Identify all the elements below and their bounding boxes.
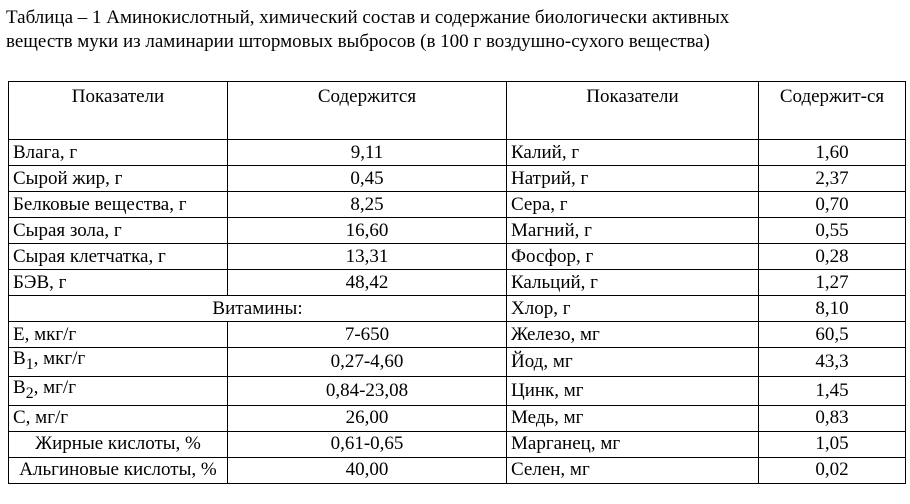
header-content-right: Содержит-ся <box>759 82 906 140</box>
vitamin-subscript: 1 <box>25 355 34 373</box>
row-indicator-left: БЭВ, г <box>9 270 228 296</box>
row-indicator-left: Е, мкг/г <box>9 322 228 348</box>
row-indicator-left: Жирные кислоты, % <box>9 431 228 457</box>
row-indicator-right: Магний, г <box>507 218 759 244</box>
table-row <box>9 348 906 377</box>
header-indicator-left: Показатели <box>9 82 228 140</box>
row-indicator-right: Цинк, мг <box>507 376 759 405</box>
composition-table <box>8 81 906 484</box>
header-content-left: Содержится <box>228 82 507 140</box>
row-value-right: 0,70 <box>759 192 906 218</box>
row-value-left: 13,31 <box>228 244 507 270</box>
row-value-right: 43,3 <box>759 348 906 377</box>
row-value-right: 0,02 <box>759 457 906 483</box>
row-indicator-left: Белковые вещества, г <box>9 192 228 218</box>
table-header-row <box>9 82 906 140</box>
table-row <box>9 166 906 192</box>
row-value-right: 0,83 <box>759 405 906 431</box>
row-value-right: 1,05 <box>759 431 906 457</box>
row-value-left: 40,00 <box>228 457 507 483</box>
row-indicator-right: Селен, мг <box>507 457 759 483</box>
row-indicator-right: Фосфор, г <box>507 244 759 270</box>
table-row <box>9 376 906 405</box>
row-indicator-right: Натрий, г <box>507 166 759 192</box>
row-indicator-right: Хлор, г <box>507 296 759 322</box>
row-value-right: 2,37 <box>759 166 906 192</box>
caption-line-2: веществ муки из ламинарии штормовых выбросов (в 100 г воздушно-сухого вещества) <box>6 31 710 52</box>
row-indicator-left: Сырой жир, г <box>9 166 228 192</box>
row-value-left: 26,00 <box>228 405 507 431</box>
row-value-right: 8,10 <box>759 296 906 322</box>
row-value-right: 0,55 <box>759 218 906 244</box>
row-value-left: 16,60 <box>228 218 507 244</box>
header-indicator-right: Показатели <box>507 82 759 140</box>
row-value-right: 1,60 <box>759 140 906 166</box>
vitamin-letter: В <box>13 348 26 369</box>
table-row <box>9 270 906 296</box>
table-row <box>9 218 906 244</box>
table-row <box>9 405 906 431</box>
vitamins-section-label: Витамины: <box>9 296 507 322</box>
row-indicator-left: Сырая клетчатка, г <box>9 244 228 270</box>
row-value-right: 1,45 <box>759 376 906 405</box>
row-value-right: 60,5 <box>759 322 906 348</box>
row-value-right: 1,27 <box>759 270 906 296</box>
row-indicator-right: Йод, мг <box>507 348 759 377</box>
row-value-left: 0,84-23,08 <box>228 376 507 405</box>
row-value-left: 0,45 <box>228 166 507 192</box>
row-indicator-right: Калий, г <box>507 140 759 166</box>
table-row <box>9 192 906 218</box>
vitamin-letter: В <box>13 376 26 398</box>
row-indicator-left: Сырая зола, г <box>9 218 228 244</box>
caption-line-1: Таблица – 1 Аминокислотный, химический состав и содержание биологически активных <box>6 7 730 28</box>
table-caption <box>6 6 904 54</box>
row-indicator-left <box>9 348 228 377</box>
row-indicator-right: Железо, мг <box>507 322 759 348</box>
row-value-left: 48,42 <box>228 270 507 296</box>
row-value-left: 0,27-4,60 <box>228 348 507 377</box>
row-indicator-left <box>9 376 228 405</box>
table-row <box>9 431 906 457</box>
vitamin-unit: , мкг/г <box>33 348 86 369</box>
vitamin-unit: , мг/г <box>33 376 76 398</box>
row-value-right: 0,28 <box>759 244 906 270</box>
row-value-left: 9,11 <box>228 140 507 166</box>
vitamin-subscript: 2 <box>25 384 34 402</box>
row-indicator-right: Кальций, г <box>507 270 759 296</box>
table-row <box>9 140 906 166</box>
row-indicator-left: Влага, г <box>9 140 228 166</box>
row-value-left: 0,61-0,65 <box>228 431 507 457</box>
table-row-section <box>9 296 906 322</box>
row-value-left: 7-650 <box>228 322 507 348</box>
row-indicator-right: Сера, г <box>507 192 759 218</box>
table-row <box>9 244 906 270</box>
row-value-left: 8,25 <box>228 192 507 218</box>
row-indicator-right: Марганец, мг <box>507 431 759 457</box>
row-indicator-left: С, мг/г <box>9 405 228 431</box>
table-row <box>9 457 906 483</box>
row-indicator-left: Альгиновые кислоты, % <box>9 457 228 483</box>
table-row <box>9 322 906 348</box>
row-indicator-right: Медь, мг <box>507 405 759 431</box>
